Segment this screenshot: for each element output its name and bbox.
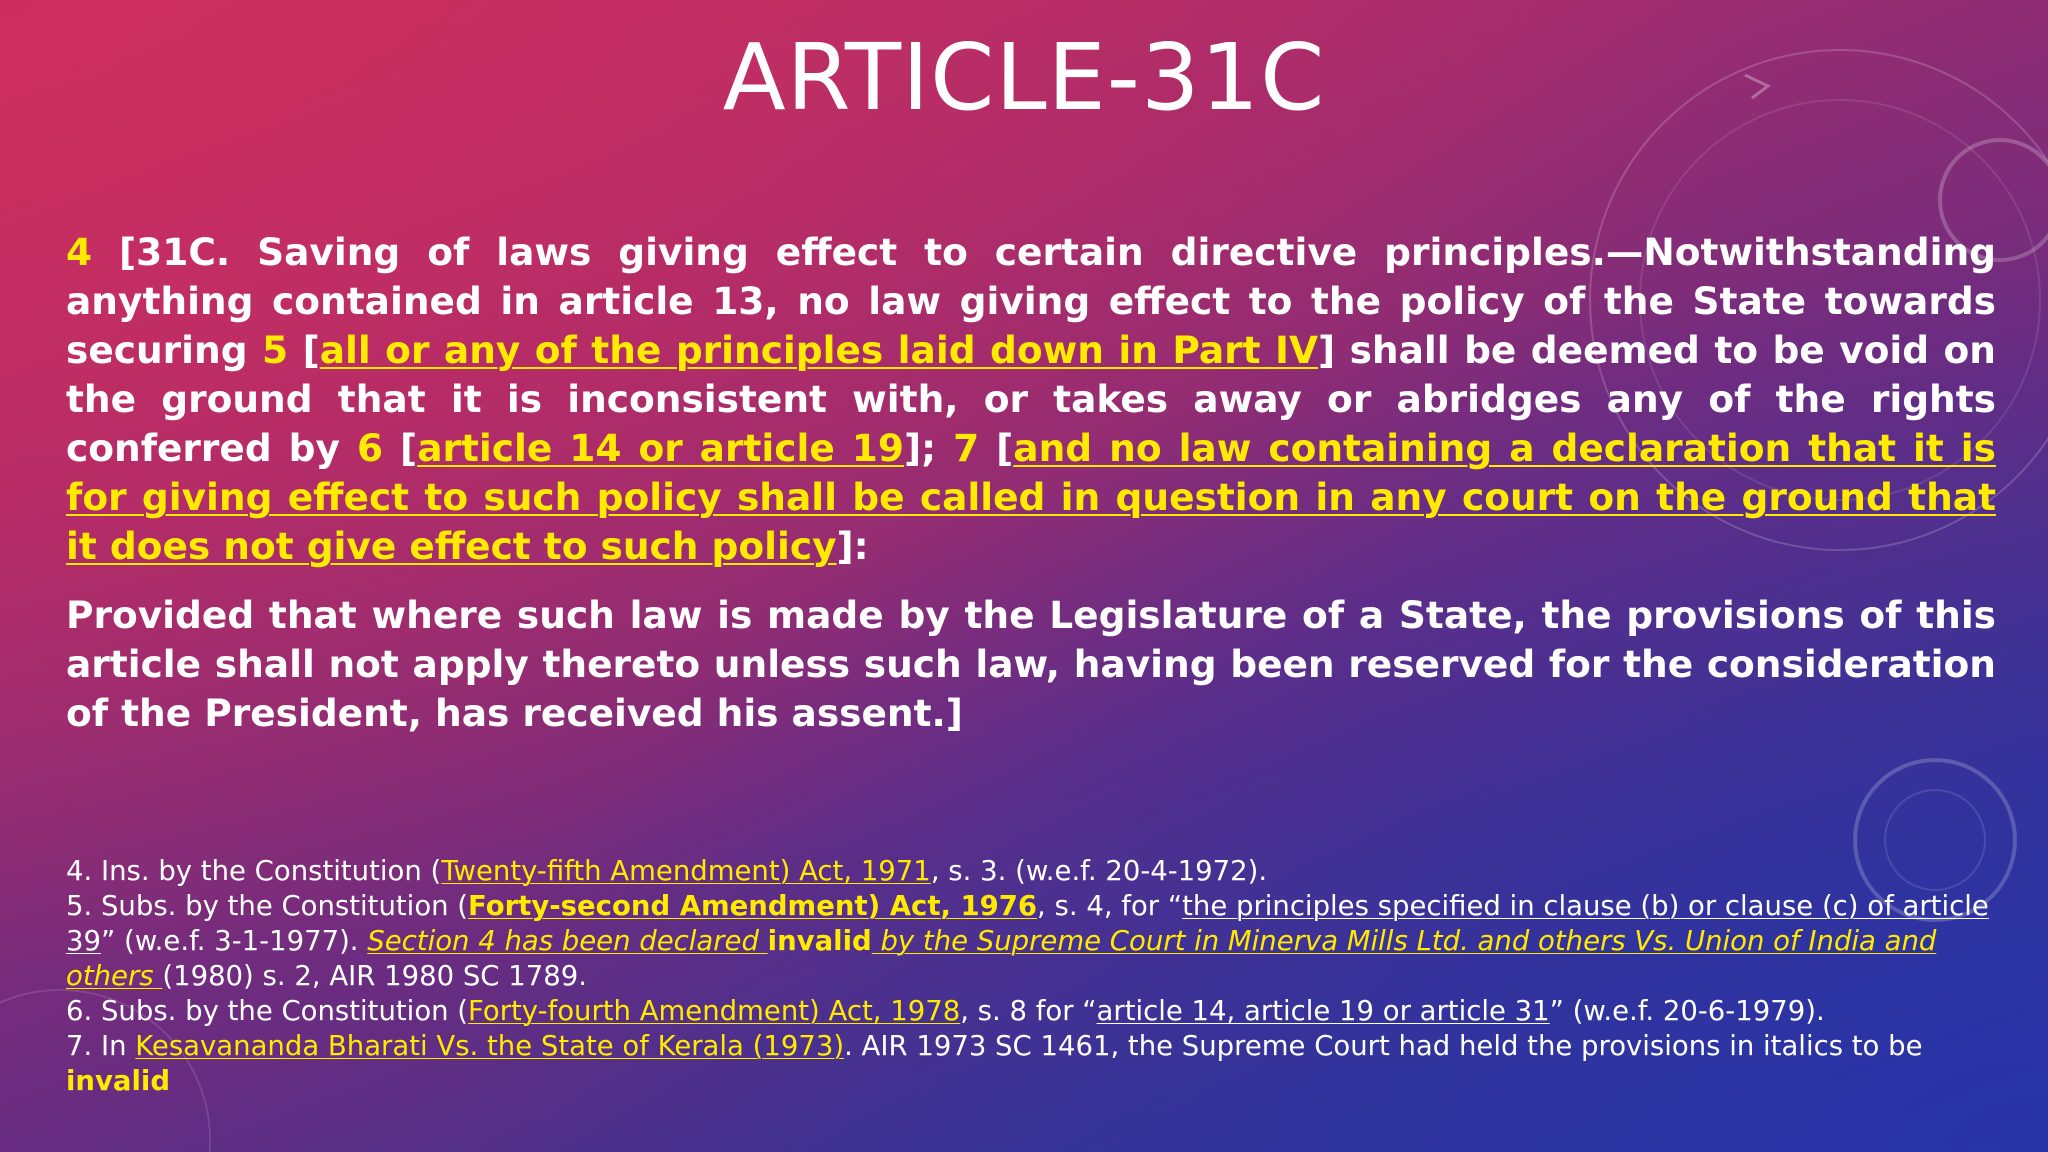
inserted-text-7: and no law containing a declaration that it is for giving effect to such policy shall be called in question in any court on the ground that it does not give effect to such policy: [66, 426, 1996, 568]
inserted-text-6: article 14 or article 19: [417, 426, 904, 470]
bracket-close: ];: [903, 426, 954, 470]
footnote-4: [66, 854, 2006, 889]
footnote-text: ” (w.e.f. 3-1-1977).: [101, 925, 368, 957]
invalid-label: invalid: [767, 925, 872, 957]
article-text: [31C. Saving of laws giving effect to certain directive principles.—Notwithstanding anything contained in article 13, no law giving effect to the policy of the State towards securing: [66, 230, 1996, 372]
bracket-close: ]:: [836, 524, 869, 568]
footnotes: [66, 854, 2006, 1099]
footnote-text: 5. Subs. by the Constitution (: [66, 890, 469, 922]
article-text: ] shall be deemed to be void on the ground that it is inconsistent with, or takes away or abridges any of the rights conferred by: [66, 328, 1996, 470]
footnote-text: . AIR 1973 SC 1461, the Supreme Court had held the provisions in italics to be: [844, 1030, 1923, 1062]
footnote-text: 4. Ins. by the Constitution (: [66, 855, 442, 887]
footnote-ref-7: 7: [953, 426, 980, 470]
footnote-italic-note: Section 4 has been declared: [367, 925, 768, 957]
footnote-7: [66, 1029, 2006, 1099]
footnote-text: ” (w.e.f. 20-6-1979).: [1549, 995, 1825, 1027]
slide-title: ARTICLE-31C: [722, 24, 1326, 131]
footnote-ref-4: 4: [66, 230, 93, 274]
footnote-text: , s. 3. (w.e.f. 20-4-1972).: [930, 855, 1268, 887]
footnote-text: (1980) s. 2, AIR 1980 SC 1789.: [162, 960, 587, 992]
footnote-link-kesavananda[interactable]: Kesavananda Bharati Vs. the State of Kerala (1973): [135, 1030, 845, 1062]
footnote-6: [66, 994, 2006, 1029]
footnote-link-minerva-mills[interactable]: by the Supreme Court in Minerva Mills Ltd. and others Vs. Union of India and others: [66, 925, 1937, 992]
proviso-paragraph: Provided that where such law is made by the Legislature of a State, the provisions of this article shall not apply thereto unless such law, having been reserved for the consideration of the President, has received his assent.]: [66, 593, 1996, 735]
footnote-quote: article 14, article 19 or article 31: [1096, 995, 1550, 1027]
footnote-text: 6. Subs. by the Constitution (: [66, 995, 469, 1027]
bracket-open: [: [979, 426, 1014, 470]
footnote-5: [66, 889, 2006, 994]
invalid-label: invalid: [66, 1065, 171, 1097]
footnote-ref-6: 6: [356, 426, 384, 470]
footnote-text: 7. In: [66, 1030, 136, 1062]
bracket-open: [: [288, 328, 320, 372]
article-paragraph: [66, 228, 1996, 571]
footnote-link-25th-amendment[interactable]: Twenty-fifth Amendment) Act, 1971: [441, 855, 931, 887]
footnote-link-42nd-amendment[interactable]: Forty-second Amendment) Act, 1976: [468, 890, 1038, 922]
footnote-text: , s. 8 for “: [960, 995, 1097, 1027]
inserted-text-5: all or any of the principles laid down in Part IV: [319, 328, 1319, 372]
footnote-link-44th-amendment[interactable]: Forty-fourth Amendment) Act, 1978: [468, 995, 961, 1027]
footnote-text: , s. 4, for “: [1037, 890, 1183, 922]
bracket-open: [: [383, 426, 418, 470]
article-body: [66, 228, 1996, 738]
footnote-ref-5: 5: [262, 328, 289, 372]
footnote-quote: the principles specified in clause (b) or clause (c) of article 39: [66, 890, 1989, 957]
